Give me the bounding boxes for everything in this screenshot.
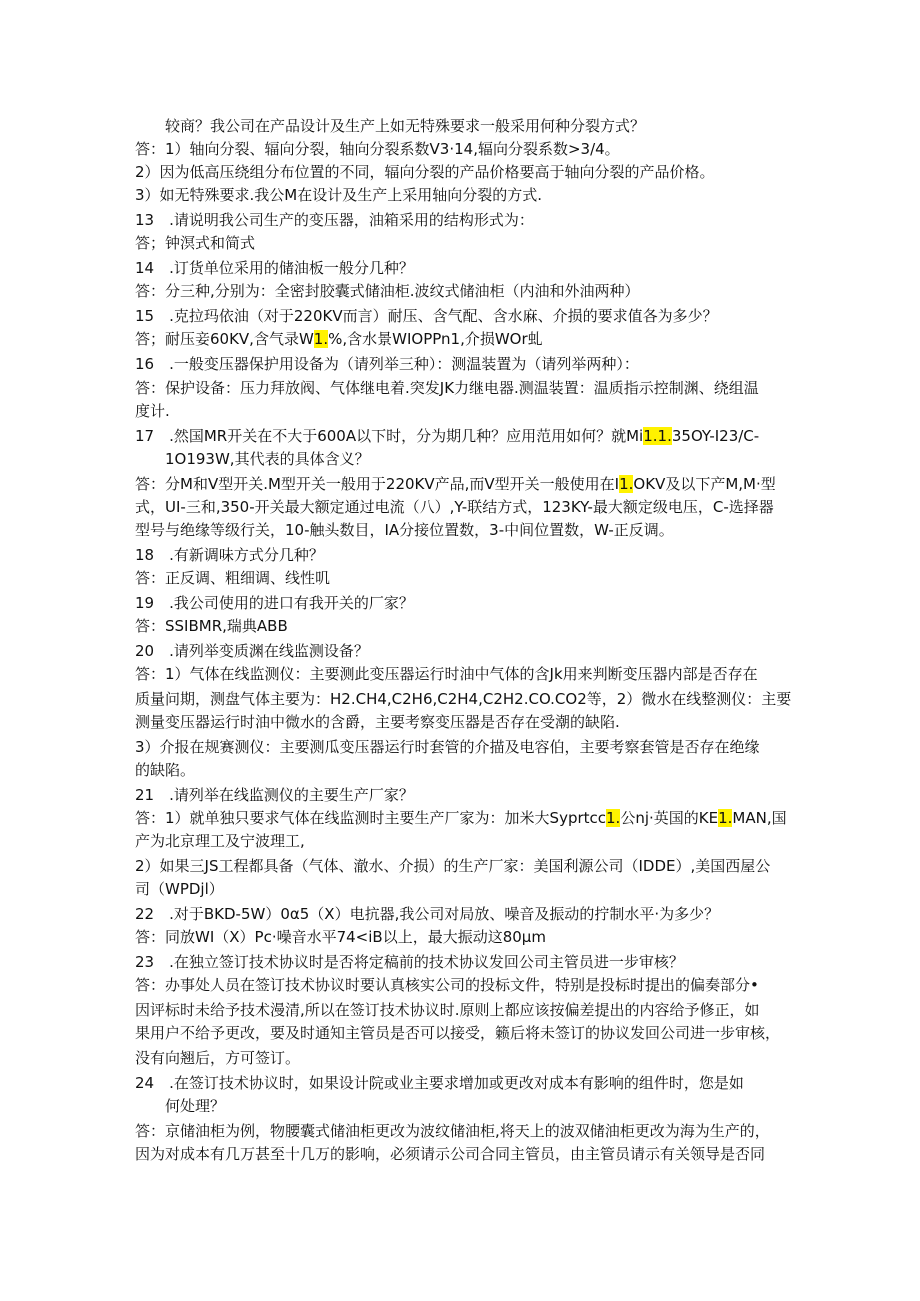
text-line: 15 .克拉玛依油（对于220KV而言）耐压、含气配、含水麻、介损的要求值各为多少？ [135, 307, 718, 325]
text-line: 2）如果三JS工程都具备（气体、澈水、介损）的生产厂家：美国利源公司（IDDE）,美国西屋公 [135, 857, 771, 875]
text-line: 答：正反调、粗细调、线性叽 [135, 569, 331, 587]
text-line [135, 806, 790, 830]
text-segment: 答：1）就单独只要求气体在线监测时主要生产厂家为：加米大Syprtcc [135, 809, 607, 827]
text-segment: MAN,国 [732, 809, 787, 827]
text-line: 2）因为低高压绕组分布位置的不同，辐向分裂的产品价格要高于轴向分裂的产品价格。 [135, 163, 715, 181]
text-line: 答：1）轴向分裂、辐向分裂，轴向分裂系数V3·14,辐向分裂系数>3/4。 [135, 140, 620, 158]
text-line: 度计. [135, 402, 170, 420]
text-line [135, 327, 790, 351]
text-line: 23 .在独立签订技术协议时是否将定稿前的技术协议发回公司主管员进一步审核？ [135, 953, 684, 971]
text-line: 19 .我公司使用的进口有我开关的厂家？ [135, 594, 414, 612]
highlighted-text: 1.1. [643, 427, 672, 445]
text-line: 较商？我公司在产品设计及生产上如无特殊要求一般采用何种分裂方式？ [165, 117, 646, 135]
text-line: 答：保护设备：压力拜放阀、气体继电着.突发JK力继电器.测温装置：温质指示控制渊、绕组温 [135, 379, 759, 397]
text-line: 果用户不给予更改，要及时通知主管员是否可以接受，籁后将未签订的协议发回公司进一步审核， [135, 1024, 781, 1042]
text-line: 3）如无特殊要求.我公M在设计及生产上采用轴向分裂的方式. [135, 186, 543, 204]
text-segment: 35OY-I23/C- [671, 427, 760, 445]
text-line [135, 424, 790, 448]
text-line: 24 .在签订技术协议时，如果设计院或业主要求增加或更改对成本有影响的组件时，您是如 [135, 1074, 744, 1092]
highlighted-text: 1. [619, 475, 634, 493]
text-line: 3）介报在规赛测仪：主要测瓜变压器运行时套管的介描及电容伯，主要考察套管是否存在绝缘 [135, 738, 760, 756]
text-line: 答：同放WI（X）Pc·噪音水平74<iB以上，最大振动这80μm [135, 928, 546, 946]
text-line: 测量变压器运行时油中微水的含爵，主要考察变压器是否存在受潮的缺陷. [135, 713, 620, 731]
text-line: 产为北京理工及宁波理工, [135, 832, 305, 850]
text-line: 21 .请列举在线监测仪的主要生产厂家？ [135, 786, 414, 804]
text-line: 18 .有新调味方式分几种？ [135, 546, 324, 564]
text-segment: OKV及以下产M,M·型 [633, 475, 776, 493]
text-line: 13 .请说明我公司生产的变压器，油箱采用的结构形式为： [135, 211, 534, 229]
text-segment: 公nj·英国的KE [620, 809, 719, 827]
text-line: 1O193W,其代表的具体含义？ [165, 450, 370, 468]
text-segment: 17 .然国MR开关在不大于600A以下时，分为期几种？应用范用如何？就Mi [135, 427, 644, 445]
text-segment: 答：分M和V型开关.M型开关一般用于220KV产品,而V型开关一般使用在I [135, 475, 620, 493]
highlighted-text: 1. [606, 809, 621, 827]
text-line: 答：办事处人员在签订技术协议时要认真核实公司的投标文件，特别是投标时提出的偏奏部分• [135, 976, 759, 994]
text-segment: 答；耐压妾60KV,含气录W [135, 330, 314, 348]
text-line: 型号与绝缘等级行关，10-触头数目，IA分接位置数，3-中间位置数，W-正反调。 [135, 521, 674, 539]
text-line: 答：京储油柜为例，物腰囊式储油柜更改为波纹储油柜,将天上的波双储油柜更改为海为生产的， [135, 1122, 770, 1140]
text-line: 何处理？ [165, 1097, 226, 1115]
text-line: 22 .对于BKD-5W）0α5（X）电抗器,我公司对局放、噪音及振动的拧制水平·为多少？ [135, 905, 720, 923]
text-line: 质量问期，测盘气体主要为：H2.CH4,C2H6,C2H4,C2H2.CO.CO2等，2）微水在线整测仪：主要 [135, 690, 792, 708]
text-line: 的缺陷。 [135, 761, 196, 779]
text-line: 司（WPDjl） [135, 880, 224, 898]
highlighted-text: 1. [313, 330, 329, 348]
text-line: 因评标时未给予技术漫清,所以在签订技术协议时.原则上都应该按偏差提出的内容给予修正，如 [135, 1001, 760, 1019]
text-line: 答；钟溟式和简式 [135, 234, 256, 252]
text-segment: %,含水景WIOPPn1,介损WOr虬 [328, 330, 543, 348]
text-line [135, 472, 790, 496]
text-line: 16 .一般变压器保护用设备为（请列举三种）：测温装置为（请列举两种）： [135, 355, 639, 373]
text-line: 答：分三种,分别为：全密封胶囊式储油柜.波纹式储油柜（内油和外油两种） [135, 282, 640, 300]
text-line: 答：SSIBMR,瑞典ABB [135, 617, 288, 635]
text-line: 14 .订货单位采用的储油板一般分几种？ [135, 259, 414, 277]
text-line: 20 .请列举变质渊在线监测设备？ [135, 642, 369, 660]
highlighted-text: 1. [718, 809, 733, 827]
text-line: 因为对成本有几万甚至十几万的影响，必须请示公司合同主管员，由主管员请示有关领导是否同 [135, 1145, 766, 1163]
text-line: 没有向翘后，方可签订。 [135, 1049, 301, 1067]
text-line: 答：1）气体在线监测仪：主要测此变压器运行时油中气体的含Jk用来判断变压器内部是否存在 [135, 665, 758, 683]
text-line: 式，UI-三和,350-开关最大额定通过电流（八）,Y-联结方式，123KY-最大额定级电压，C-选择器 [135, 498, 774, 516]
